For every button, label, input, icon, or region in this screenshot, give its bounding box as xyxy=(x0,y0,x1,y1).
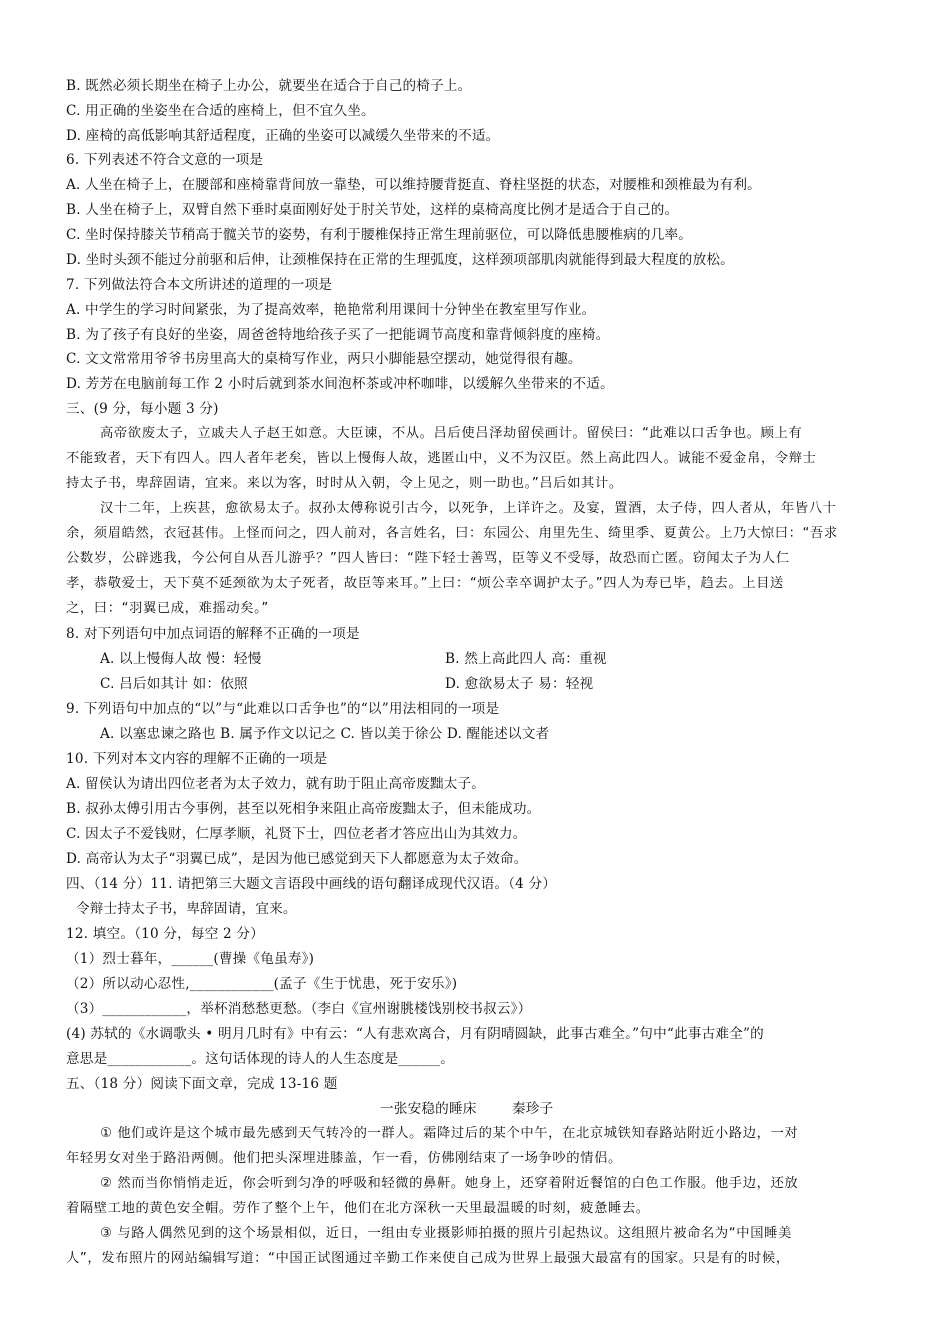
article-author: 秦珍子 xyxy=(512,1101,554,1117)
q8-option-row xyxy=(100,647,894,671)
q6-option-a: A. 人坐在椅子上，在腰部和座椅靠背间放一靠垫，可以维持腰背挺直、脊柱坚挺的状态，对腰椎和颈椎最为有利。 xyxy=(66,177,761,193)
q8-option-row xyxy=(100,672,894,696)
classical-text-line: 高帝欲废太子，立戚夫人子赵王如意。大臣谏，不从。吕后使吕泽劫留侯画计。留侯曰：“此难以口舌争也。顾上有 xyxy=(100,426,803,441)
q10-stem: 10. 下列对本文内容的理解不正确的一项是 xyxy=(66,751,328,767)
article-text-line: 年轻男女对坐于路沿两侧。他们把头深埋进膝盖，乍一看，仿佛刚结束了一场争吵的情侣。 xyxy=(66,1151,622,1166)
q5-option-b: B. 既然必须长期坐在椅子上办公，就要坐在适合于自己的椅子上。 xyxy=(66,78,472,94)
section-4-heading: 四、（14 分）11. 请把第三大题文言语段中画线的语句翻译成现代汉语。（4 分） xyxy=(66,876,557,892)
article-text-line: ② 然而当你悄悄走近，你会听到匀净的呼吸和轻微的鼻鼾。她身上，还穿着附近餐馆的白色工作服。他手边，还放 xyxy=(100,1176,799,1191)
q9-stem: 9. 下列语句中加点的“以”与“此难以口舌争也”的“以”用法相同的一项是 xyxy=(66,701,500,717)
q12-blank-4b: 意思是____________。这句话体现的诗人的人生态度是______。 xyxy=(66,1051,455,1067)
article-text-line: ① 他们或许是这个城市最先感到天气转冷的一群人。霜降过后的某个中午，在北京城铁知春路站附近小路边，一对 xyxy=(100,1126,799,1141)
q7-option-c: C. 文文常常用爷爷书房里高大的桌椅写作业，两只小脚能悬空摆动，她觉得很有趣。 xyxy=(66,351,582,367)
q5-option-d: D. 座椅的高低影响其舒适程度，正确的坐姿可以减缓久坐带来的不适。 xyxy=(66,128,500,144)
q10-option-d: D. 高帝认为太子“羽翼已成”，是因为他已感觉到天下人都愿意为太子效命。 xyxy=(66,851,528,867)
classical-text-line: 之，曰：“羽翼已成，难摇动矣。” xyxy=(66,601,269,616)
article-title-row xyxy=(0,1097,950,1121)
q7-option-b: B. 为了孩子有良好的坐姿，周爸爸特地给孩子买了一把能调节高度和靠背倾斜度的座椅。 xyxy=(66,327,610,343)
section-5-heading: 五、（18 分）阅读下面文章，完成 13-16 题 xyxy=(66,1076,338,1092)
section-3-heading: 三、(9 分，每小题 3 分) xyxy=(66,401,219,417)
q12-blank-4a: (4) 苏轼的《水调歌头 • 明月几时有》中有云：“人有悲欢离合，月有阴晴圆缺，此事古难全。”句中“此事古难全”的 xyxy=(66,1026,764,1042)
q8-option-c: C. 吕后如其计 如：依照 xyxy=(100,676,248,692)
q6-option-c: C. 坐时保持膝关节稍高于髋关节的姿势，有利于腰椎保持正常生理前驱位，可以降低患腰椎病的几率。 xyxy=(66,227,693,243)
q8-option-d: D. 愈欲易太子 易：轻视 xyxy=(445,676,594,692)
q10-option-b: B. 叔孙太傅引用古今事例，甚至以死相争来阻止高帝废黜太子，但未能成功。 xyxy=(66,801,541,817)
q10-option-c: C. 因太子不爱钱财，仁厚孝顺，礼贤下士，四位老者才答应出山为其效力。 xyxy=(66,826,527,842)
article-text-line: 着隔壁工地的黄色安全帽。劳作了整个上午，他们在北方深秋一天里最温暖的时刻，疲惫睡去。 xyxy=(66,1201,650,1216)
q9-options: A. 以塞忠谏之路也 B. 属予作文以记之 C. 皆以美于徐公 D. 醒能述以文者 xyxy=(100,726,550,742)
q8-option-b: B. 然上高此四人 高：重视 xyxy=(445,651,607,667)
classical-text-line: 持太子书，卑辞固请，宜来。来以为客，时时从入朝，令上见之，则一助也。”吕后如其计。 xyxy=(66,476,623,491)
translation-sentence: 令辩士持太子书，卑辞固请，宜来。 xyxy=(76,901,297,917)
q8-stem: 8. 对下列语句中加点词语的解释不正确的一项是 xyxy=(66,626,360,642)
article-title: 一张安稳的睡床 xyxy=(380,1101,477,1117)
classical-text-line: 公数岁，公辟逃我，今公何自从吾儿游乎？”四人皆曰：“陛下轻士善骂，臣等义不受辱，故恐而亡匿。窃闻太子为人仁 xyxy=(66,551,790,566)
q12-blank-3: （3）____________，举杯消愁愁更愁。（李白《宣州谢朓楼饯别校书叔云》） xyxy=(66,1001,532,1017)
q6-stem: 6. 下列表述不符合文意的一项是 xyxy=(66,152,264,168)
q7-stem: 7. 下列做法符合本文所讲述的道理的一项是 xyxy=(66,277,333,293)
q8-option-a: A. 以上慢侮人故 慢：轻慢 xyxy=(100,651,262,667)
classical-text-line: 不能致者，天下有四人。四人者年老矣，皆以上慢侮人故，逃匿山中，义不为汉臣。然上高此四人。诚能不爱金帛，令辩士 xyxy=(66,451,817,466)
q12-blank-1: （1）烈士暮年，______(曹操《龟虽寿》) xyxy=(66,951,315,967)
q6-option-d: D. 坐时头颈不能过分前驱和后伸，让颈椎保持在正常的生理弧度，这样颈项部肌肉就能得到最大程度的放松。 xyxy=(66,252,734,268)
q12-blank-2: （2）所以动心忍性,____________(孟子《生于忧患，死于安乐》) xyxy=(66,976,458,992)
q12-stem: 12. 填空。（10 分，每空 2 分） xyxy=(66,926,264,942)
classical-text-line: 余，须眉皓然，衣冠甚伟。上怪而问之，四人前对，各言姓名，曰：东园公、甪里先生、绮里季、夏黄公。上乃大惊曰：“吾求 xyxy=(66,526,838,541)
q10-option-a: A. 留侯认为请出四位老者为太子效力，就有助于阻止高帝废黜太子。 xyxy=(66,776,486,792)
classical-text-line: 孝，恭敬爱士，天下莫不延颈欲为太子死者，故臣等来耳。”上曰：“烦公幸卒调护太子。”四人为寿已毕，趋去。上目送 xyxy=(66,576,784,591)
article-text-line: 人”，发布照片的网站编辑写道：“中国正试图通过辛勤工作来使自己成为世界上最强大最富有的国家。只是有的时候， xyxy=(66,1251,790,1266)
q5-option-c: C. 用正确的坐姿坐在合适的座椅上，但不宜久坐。 xyxy=(66,103,375,119)
q7-option-a: A. 中学生的学习时间紧张，为了提高效率，艳艳常利用课间十分钟坐在教室里写作业。 xyxy=(66,302,596,318)
q6-option-b: B. 人坐在椅子上，双臂自然下垂时桌面刚好处于肘关节处，这样的桌椅高度比例才是适合于自己的。 xyxy=(66,202,679,218)
article-text-line: ③ 与路人偶然见到的这个场景相似，近日，一组由专业摄影师拍摄的照片引起热议。这组照片被命名为“中国睡美 xyxy=(100,1226,792,1241)
q7-option-d: D. 芳芳在电脑前每工作 2 小时后就到茶水间泡杯茶或冲杯咖啡，以缓解久坐带来的不适。 xyxy=(66,376,614,392)
classical-text-line: 汉十二年，上疾甚，愈欲易太子。叔孙太傅称说引古今，以死争，上详许之。及宴，置酒，太子侍，四人者从，年皆八十 xyxy=(100,501,837,516)
